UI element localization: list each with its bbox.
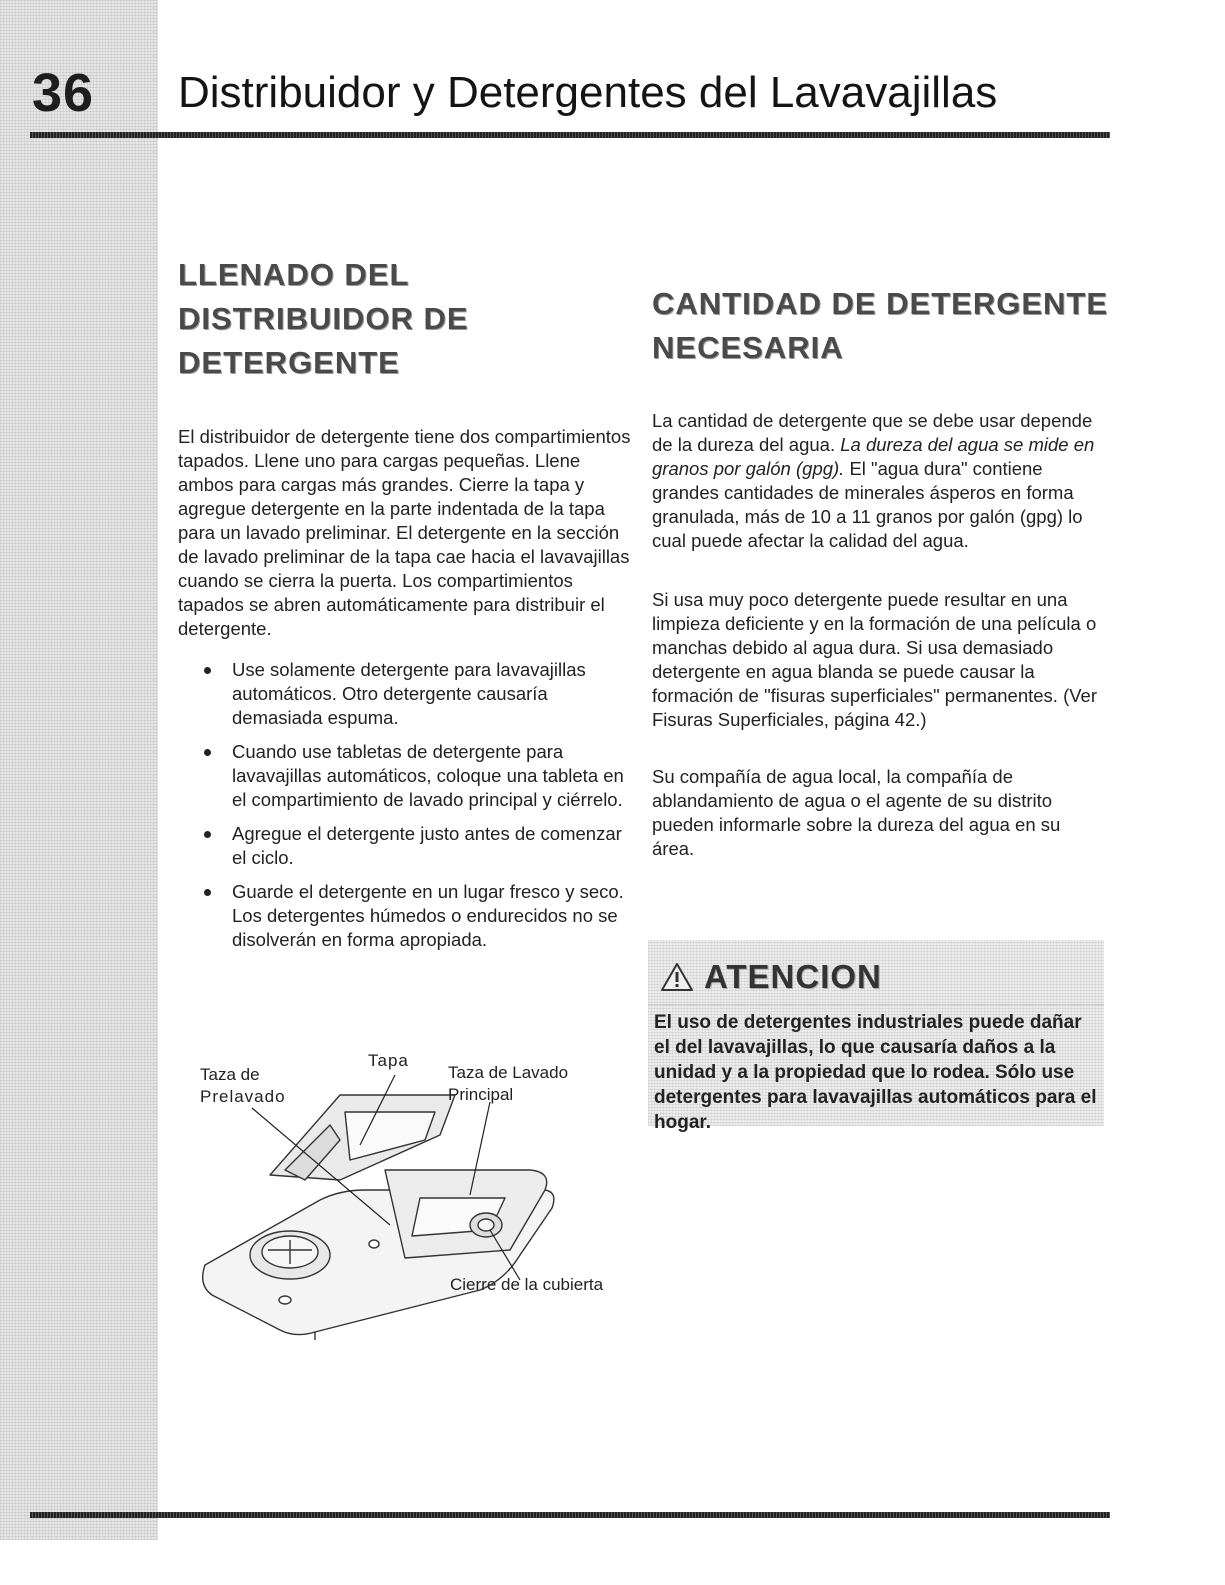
section-heading-filling-dispenser: LLENADO DEL DISTRIBUIDOR DE DETERGENTE <box>178 257 469 380</box>
label-prewash-cup-line2: Prelavado <box>200 1087 286 1106</box>
warning-box <box>648 940 1104 1133</box>
warning-triangle-icon <box>660 962 694 992</box>
page-number: 36 <box>32 63 95 123</box>
warning-divider <box>648 1004 1104 1006</box>
footer-rule <box>30 1512 1110 1518</box>
warning-header <box>660 958 882 996</box>
dispenser-diagram <box>190 1040 630 1340</box>
bullet-icon <box>204 831 211 838</box>
label-main-cup-line1: Taza de Lavado <box>448 1063 569 1082</box>
detergent-amount-paragraph: Si usa muy poco detergente puede resultar en una limpieza deficiente y en la formación de una película o manchas debido al agua dura. Si usa demasiado detergente en agua blanda se puede causar la formación de "fisuras superficiales" permanentes. (Ver Fisuras Superficiales, página 42.) <box>652 589 1098 730</box>
para1-text-a: La cantidad de detergente que se debe usar depende de la dureza del agua. <box>652 410 1093 455</box>
dispenser-paragraph: El distribuidor de detergente tiene dos compartimientos tapados. Llene uno para cargas pequeñas. Llene ambos para cargas más grandes. Cierre la tapa y agregue detergente en la parte indentada de la tapa para un lavado preliminar. El detergente en la sección de lavado preliminar de la tapa cae hacia el lavavajillas cuando se cierra la puerta. Los compartimientos tapados se abren automáticamente para distribuir el detergente. <box>178 426 631 639</box>
list-item-text: Guarde el detergente en un lugar fresco y seco. Los detergentes húmedos o endurecidos no se disolverán en forma apropiada. <box>232 881 624 950</box>
para1-italic: La dureza del agua se mide en granos por galón (gpg). <box>652 434 1095 479</box>
bullet-icon <box>204 667 211 674</box>
label-cover-latch: Cierre de la cubierta <box>450 1275 604 1294</box>
header-rule <box>30 132 1110 138</box>
page-title: Distribuidor y Detergentes del Lavavajillas <box>178 68 998 117</box>
bullet-icon <box>204 889 211 896</box>
bullet-icon <box>204 749 211 756</box>
list-item <box>178 658 638 730</box>
list-item <box>178 880 638 952</box>
water-company-paragraph: Su compañía de agua local, la compañía de ablandamiento de agua o el agente de su distrito pueden informarle sobre la dureza del agua en su área. <box>652 766 1061 859</box>
warning-title: ATENCION <box>704 958 882 995</box>
label-main-cup-line2: Principal <box>448 1085 514 1104</box>
tips-list <box>178 658 638 962</box>
list-item-text: Cuando use tabletas de detergente para lavavajillas automáticos, coloque una tableta en el compartimiento de lavado principal y ciérrelo. <box>232 741 624 810</box>
para1-text-b: El "agua dura" contiene grandes cantidades de minerales ásperos en forma granulada, más de 10 a 11 granos por galón (gpg) lo cual puede afectar la calidad del agua. <box>652 458 1083 551</box>
list-item <box>178 740 638 812</box>
label-prewash-cup-line1: Taza de <box>200 1065 260 1084</box>
list-item-text: Agregue el detergente justo antes de comenzar el ciclo. <box>232 823 622 868</box>
list-item-text: Use solamente detergente para lavavajillas automáticos. Otro detergente causaría demasiada espuma. <box>232 659 586 728</box>
warning-text: El uso de detergentes industriales puede dañar el del lavavajillas, lo que causaría daños a la unidad y a la propiedad que lo rodea. Sólo use detergentes para lavavajillas automáticos para el hogar. <box>654 1012 1097 1133</box>
label-lid: Tapa <box>368 1051 409 1070</box>
list-item <box>178 822 638 870</box>
water-hardness-paragraph <box>652 409 1102 553</box>
section-heading-detergent-amount: CANTIDAD DE DETERGENTE NECESARIA <box>652 286 1109 365</box>
side-band <box>0 0 158 1540</box>
